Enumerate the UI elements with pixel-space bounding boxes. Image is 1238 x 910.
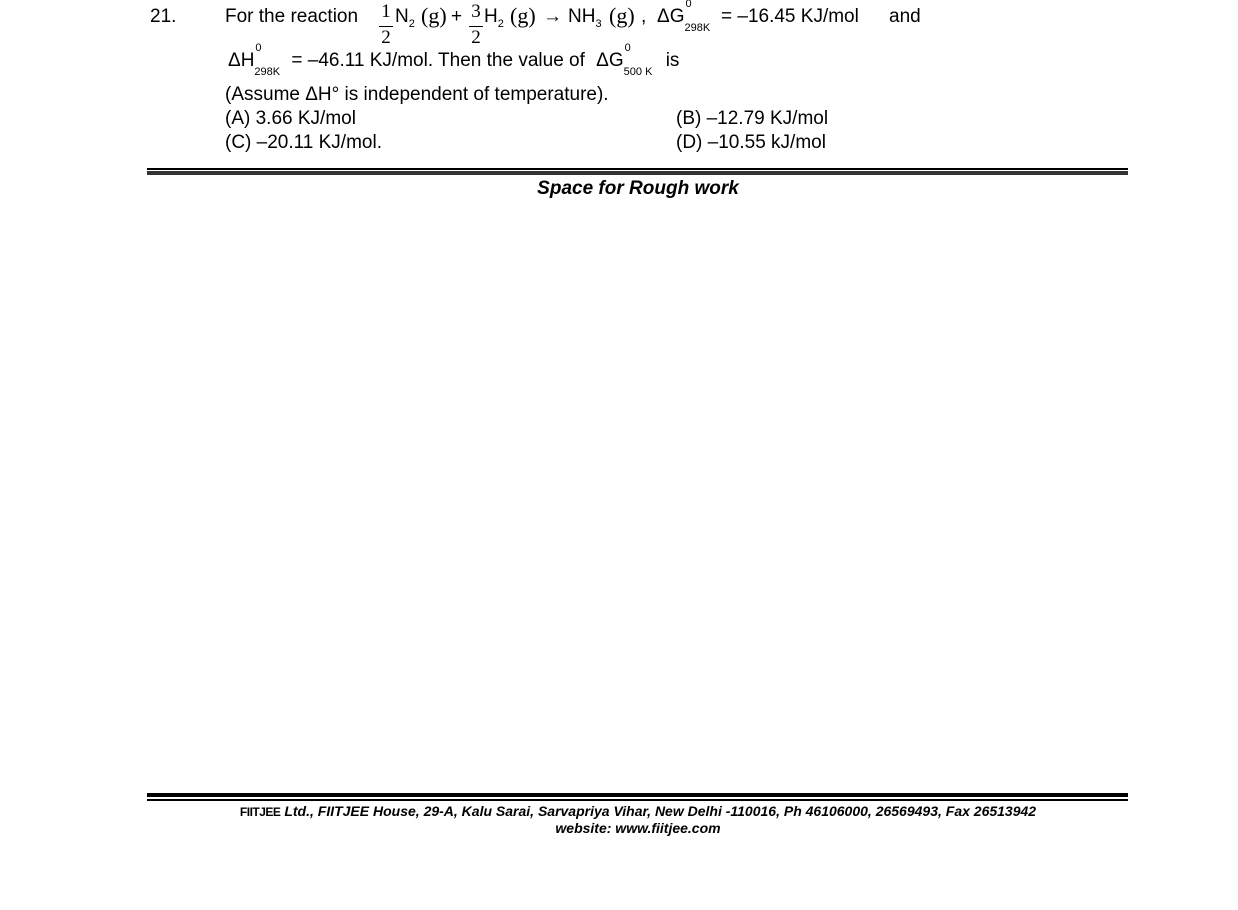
state-gas-3: (g) [609,3,635,28]
footer [0,803,1238,836]
fraction-denominator: 2 [381,27,391,48]
state-gas-1: (g) [421,3,447,28]
delta-g-500k: ΔG 0 $_{500 K}$ [596,42,653,78]
fraction-numerator: 1 [381,1,391,22]
state-gas-2: (g) [510,3,536,28]
reaction-arrow: → [543,6,562,27]
delta-g-value: = –16.45 KJ/mol [721,6,859,27]
divider-top [147,168,1128,170]
rough-work-heading: Space for Rough work [537,178,739,199]
question-number: 21. [150,6,177,27]
divider-footer-thin [147,799,1128,801]
divider-footer-thick [147,793,1128,797]
delta-g-298k: ΔG 0 $_{298K}$ [657,0,711,34]
assumption-line: (Assume ΔH° is independent of temperature). [225,84,609,105]
fraction-numerator: 3 [471,1,481,22]
option-c[interactable]: (C) –20.11 KJ/mol. [225,132,382,153]
option-b[interactable]: (B) –12.79 KJ/mol [676,108,829,129]
question-intro: For the reaction [225,6,359,27]
footer-brand: FIITJEE [239,805,281,819]
is-text: is [665,50,680,71]
hydrogen-formula: $H_2$ [484,6,504,30]
footer-address-line [0,803,1238,820]
divider-top-thick [147,171,1128,175]
and-text: and [889,6,921,27]
option-d[interactable]: (D) –10.55 kJ/mol [676,132,826,153]
ammonia-formula: $NH_3$ [568,6,602,30]
fraction-denominator: 2 [471,27,481,48]
comma: , [641,6,647,27]
option-a[interactable]: (A) 3.66 KJ/mol [225,108,356,129]
question-line-2 [228,42,680,78]
nitrogen-formula: $N_2$ [395,6,415,30]
delta-h-value: = –46.11 KJ/mol [291,50,428,71]
footer-website: website: www.fiitjee.com [555,820,721,836]
delta-h-298k: ΔH 0 $_{298K}$ [228,42,281,78]
plus-sign: + [451,6,463,27]
footer-address: Ltd., FIITJEE House, 29-A, Kalu Sarai, Sarvapriya Vihar, New Delhi -110016, Ph 46106000, 26569493, Fax 26513942 [284,803,1037,819]
then-text: . Then the value of [427,50,585,71]
